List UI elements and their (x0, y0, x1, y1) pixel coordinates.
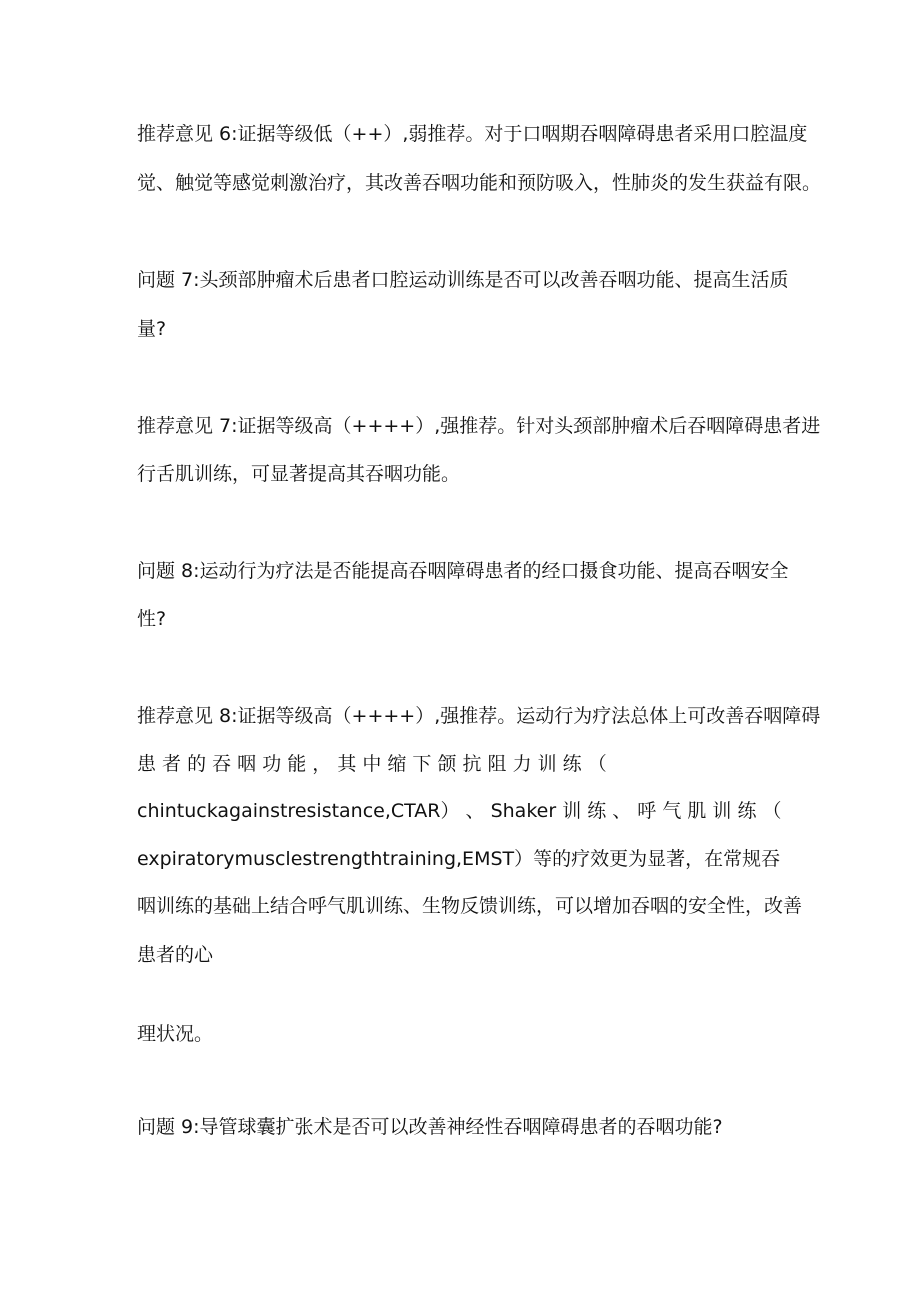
rec8-line-6: 患者的心 (137, 944, 214, 966)
rec7-line-1: 推荐意见 7:证据等级高（++++）,强推荐。针对头颈部肿瘤术后吞咽障碍患者进 (137, 415, 821, 437)
rec8-line-2: 患 者 的 吞 咽 功 能 ， 其 中 缩 下 颌 抗 阻 力 训 练 （ (137, 753, 607, 775)
rec8-line-4: expiratorymusclestrengthtraining,EMST）等的疗效更为显著，在常规吞 (137, 848, 781, 870)
rec6-line-2: 觉、触觉等感觉刺激治疗，其改善吞咽功能和预防吸入，性肺炎的发生获益有限。 (137, 172, 822, 194)
q7-line-2: 量? (137, 318, 167, 340)
q7-line-1: 问题 7:头颈部肿瘤术后患者口腔运动训练是否可以改善吞咽功能、提高生活质 (137, 269, 789, 291)
rec8-line-5: 咽训练的基础上结合呼气肌训练、生物反馈训练，可以增加吞咽的安全性，改善 (137, 895, 803, 917)
q8-line-1: 问题 8:运动行为疗法是否能提高吞咽障碍患者的经口摄食功能、提高吞咽安全 (137, 560, 789, 582)
q9-line-1: 问题 9:导管球囊扩张术是否可以改善神经性吞咽障碍患者的吞咽功能? (137, 1116, 723, 1138)
rec6-line-1: 推荐意见 6:证据等级低（++）,弱推荐。对于口咽期吞咽障碍患者采用口腔温度 (137, 123, 808, 145)
rec8-continuation: 理状况。 (137, 1023, 214, 1045)
rec8-line-3: chintuckagainstresistance,CTAR） 、 Shaker 训 练 、 呼 气 肌 训 练 （ (137, 800, 782, 822)
rec7-line-2: 行舌肌训练，可显著提高其吞咽功能。 (137, 463, 461, 485)
q8-line-2: 性? (137, 608, 167, 630)
rec8-line-1: 推荐意见 8:证据等级高（++++）,强推荐。运动行为疗法总体上可改善吞咽障碍 (137, 705, 821, 727)
